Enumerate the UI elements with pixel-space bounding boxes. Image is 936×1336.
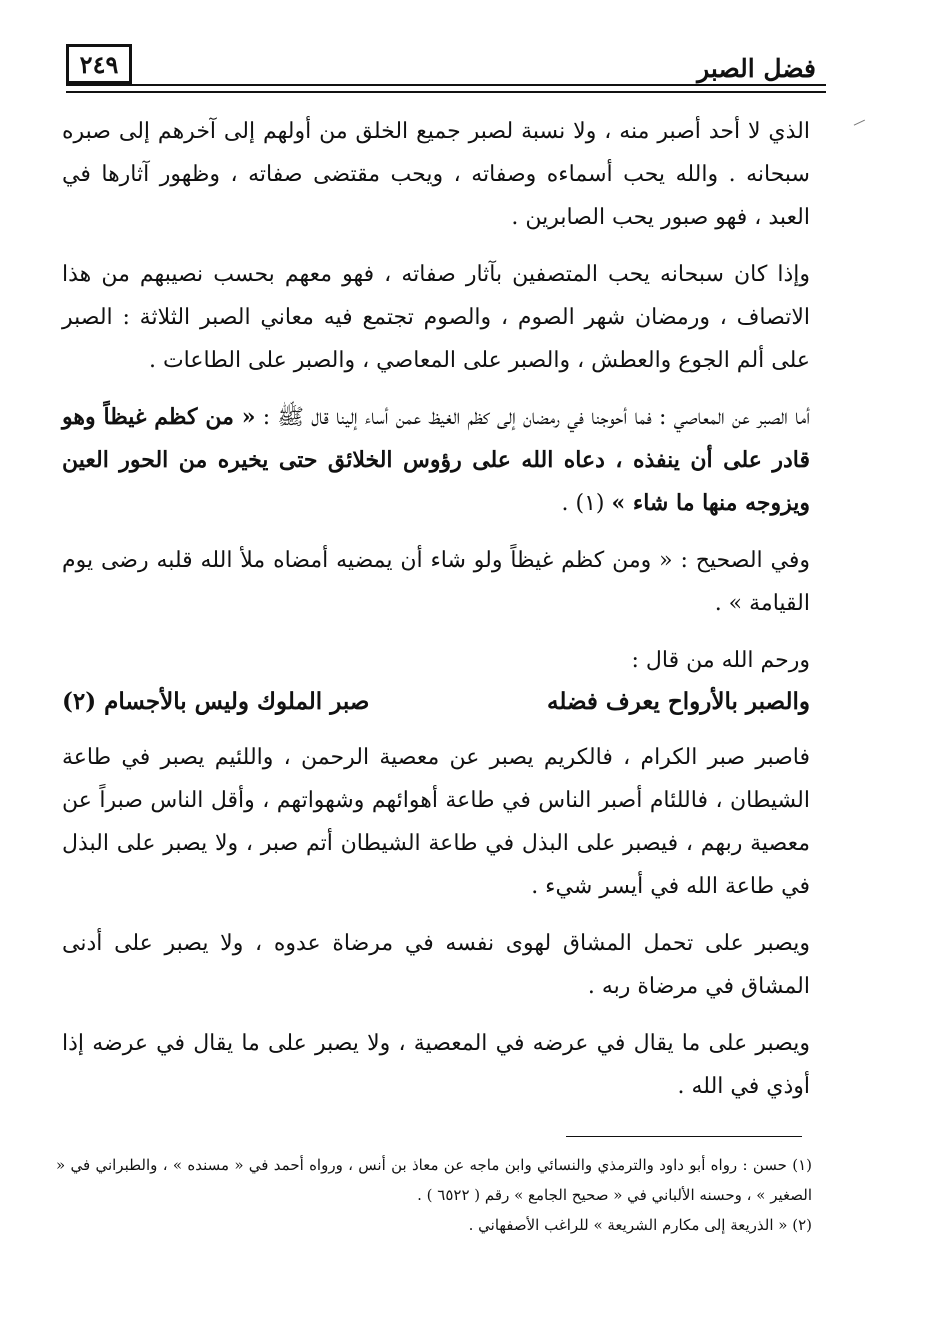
paragraph: وإذا كان سبحانه يحب المتصفين بآثار صفاته ، فهو معهم بحسب نصيبهم من هذا الاتصاف ، ورمضان شهر الصوم ، والصوم تجتمع فيه معاني الصبر الثلاثة : الصبر على ألم الجوع والعطش ، والصبر على المعاصي ، والصبر على الطاعات . <box>62 262 810 373</box>
paragraph: ويصبر على تحمل المشاق لهوى نفسه في مرضاة عدوه ، ولا يصبر على أدنى المشاق في مرضاة ربه . <box>62 931 810 999</box>
paragraph: فاصبر صبر الكرام ، فالكريم يصبر عن معصية الرحمن ، واللئيم يصبر في طاعة الشيطان ، فاللئام أصبر الناس في طاعة أهوائهم وشهواتهم ، وأقل الناس صبراً عن معصية ربهم ، فيصبر على البذل في طاعة الشيطان أتم صبر ، ولا يصبر على البذل في طاعة الله في أيسر شيء . <box>62 745 810 899</box>
hadith-intro: أما الصبر عن المعاصي : فما أحوجنا في رمضان إلى كظم الغيظ عمن أساء إلينا قال ﷺ : <box>255 405 810 430</box>
running-header-title: فضل الصبر <box>697 54 816 83</box>
margin-mark <box>854 120 867 129</box>
header-rule <box>66 84 826 93</box>
page-number-box <box>66 44 132 84</box>
paragraph: الذي لا أحد أصبر منه ، ولا نسبة لصبر جميع الخلق من أولهم إلى آخرهم إلى صبره سبحانه . والله يحب أسماءه وصفاته ، ويحب مقتضى صفاته ، وظهور آثارها في العبد ، فهو صبور يحب الصابرين . <box>62 119 810 230</box>
verse-second-hemistich: صبر الملوك وليس بالأجسام (٢) <box>62 688 370 715</box>
footnote: (١) حسن : رواه أبو داود والترمذي والنسائي وابن ماجه عن معاذ بن أنس ، ورواه أحمد في « مسنده » ، والطبراني في « الصغير » ، وحسنه الألباني في « صحيح الجامع » رقم ( ٦٥٢٢ ) . <box>56 1156 812 1204</box>
footnote-ref: (١) . <box>561 491 612 516</box>
main-text <box>62 110 810 1122</box>
footnote: (٢) « الذريعة إلى مكارم الشريعة » للراغب الأصفهاني . <box>468 1216 812 1234</box>
page-number: ٢٤٩ <box>79 49 119 79</box>
paragraph: وفي الصحيح : « ومن كظم غيظاً ولو شاء أن يمضيه أمضاه ملأ الله قلبه رضى يوم القيامة » . <box>62 548 810 616</box>
hadith-text: « من كظم غيظاً وهو قادر على أن ينفذه ، دعاه الله على رؤوس الخلائق حتى يخيره من الحور العين ويزوجه منها ما شاء » <box>62 404 811 516</box>
footnote-separator <box>566 1136 802 1137</box>
paragraph: ويصبر على ما يقال في عرضه في المعصية ، ولا يصبر على ما يقال في عرضه إذا أوذي في الله . <box>62 1031 810 1099</box>
poem-verse <box>62 682 810 722</box>
hadith-paragraph <box>62 396 810 525</box>
footnotes <box>56 1150 812 1240</box>
poem-intro: ورحم الله من قال : <box>631 648 810 673</box>
verse-first-hemistich: والصبر بالأرواح يعرف فضله <box>547 688 810 715</box>
